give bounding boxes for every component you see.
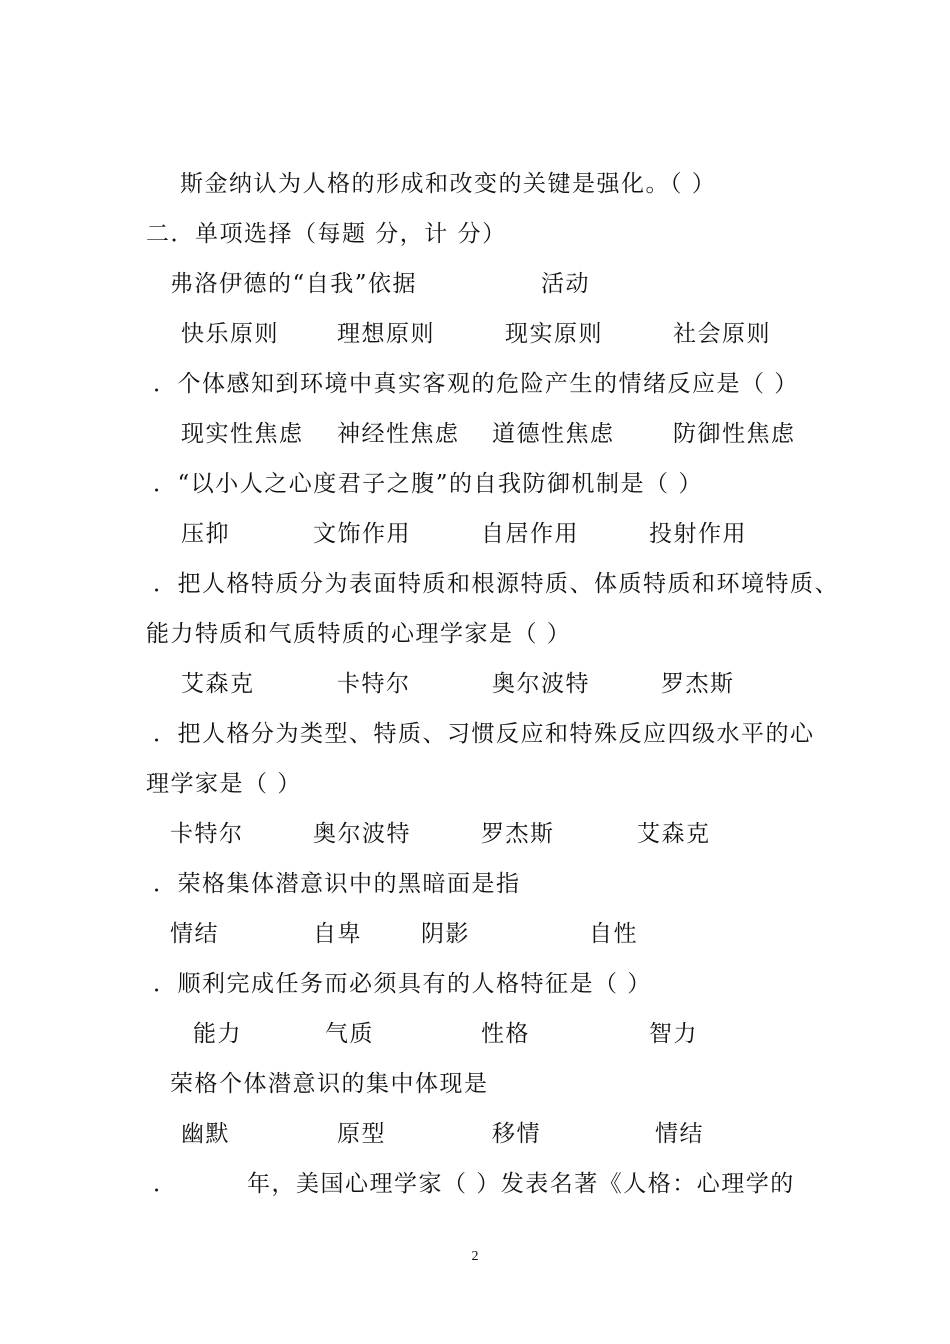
question-4-option-a: 艾森克 [181, 671, 255, 697]
question-7-option-d: 智力 [649, 1021, 698, 1047]
question-9-number: ． [153, 1171, 178, 1197]
question-4-stem-line-1: ．把人格特质分为表面特质和根源特质、体质特质和环境特质、 [153, 571, 839, 597]
question-1-option-d: 社会原则 [673, 321, 771, 347]
question-4-option-d: 罗杰斯 [661, 671, 735, 697]
question-2-option-d: 防御性焦虑 [673, 421, 796, 447]
question-1-option-a: 快乐原则 [181, 321, 279, 347]
question-1-option-b: 理想原则 [337, 321, 435, 347]
question-6-stem: ．荣格集体潜意识中的黑暗面是指 [153, 871, 521, 897]
question-8-option-a: 幽默 [181, 1121, 230, 1147]
question-6-option-a: 情结 [170, 921, 219, 947]
question-3-option-a: 压抑 [181, 521, 230, 547]
question-2-stem: ．个体感知到环境中真实客观的危险产生的情绪反应是（ ） [153, 371, 799, 397]
question-2-option-b: 神经性焦虑 [337, 421, 460, 447]
question-1-option-c: 现实原则 [505, 321, 603, 347]
question-8-option-b: 原型 [337, 1121, 386, 1147]
question-7-option-a: 能力 [193, 1021, 242, 1047]
question-5-option-b: 奥尔波特 [313, 821, 411, 847]
question-3-option-c: 自居作用 [481, 521, 579, 547]
statement-skinner: 斯金纳认为人格的形成和改变的关键是强化。（ ） [180, 171, 717, 197]
question-9-stem: 年，美国心理学家（ ）发表名著《人格：心理学的 [247, 1171, 795, 1197]
question-4-stem-line-2: 能力特质和气质特质的心理学家是（ ） [146, 621, 572, 647]
question-8-stem: 荣格个体潜意识的集中体现是 [170, 1071, 489, 1097]
question-6-option-b: 自卑 [313, 921, 362, 947]
question-1-stem: 弗洛伊德的“自我”依据 [170, 271, 418, 297]
question-7-stem: ．顺利完成任务而必须具有的人格特征是（ ） [153, 971, 652, 997]
question-7-option-c: 性格 [481, 1021, 530, 1047]
page-number: 2 [471, 1249, 479, 1264]
section-heading: 二．单项选择（每题 分，计 分） [146, 221, 507, 247]
question-3-option-b: 文饰作用 [313, 521, 411, 547]
question-3-option-d: 投射作用 [649, 521, 747, 547]
question-2-option-a: 现实性焦虑 [181, 421, 304, 447]
question-5-option-d: 艾森克 [637, 821, 711, 847]
question-5-stem-line-2: 理学家是（ ） [146, 771, 302, 797]
question-8-option-c: 移情 [492, 1121, 541, 1147]
question-4-option-b: 卡特尔 [337, 671, 411, 697]
question-6-option-c: 阴影 [421, 921, 470, 947]
question-5-stem-line-1: ．把人格分为类型、特质、习惯反应和特殊反应四级水平的心 [153, 721, 815, 747]
question-1-stem-end: 活动 [541, 271, 590, 297]
question-8-option-d: 情结 [655, 1121, 704, 1147]
question-7-option-b: 气质 [325, 1021, 374, 1047]
question-5-option-c: 罗杰斯 [481, 821, 555, 847]
question-4-option-c: 奥尔波特 [492, 671, 590, 697]
question-6-option-d: 自性 [589, 921, 638, 947]
question-5-option-a: 卡特尔 [170, 821, 244, 847]
question-3-stem: ．“以小人之心度君子之腹”的自我防御机制是（ ） [153, 471, 703, 497]
question-2-option-c: 道德性焦虑 [492, 421, 615, 447]
